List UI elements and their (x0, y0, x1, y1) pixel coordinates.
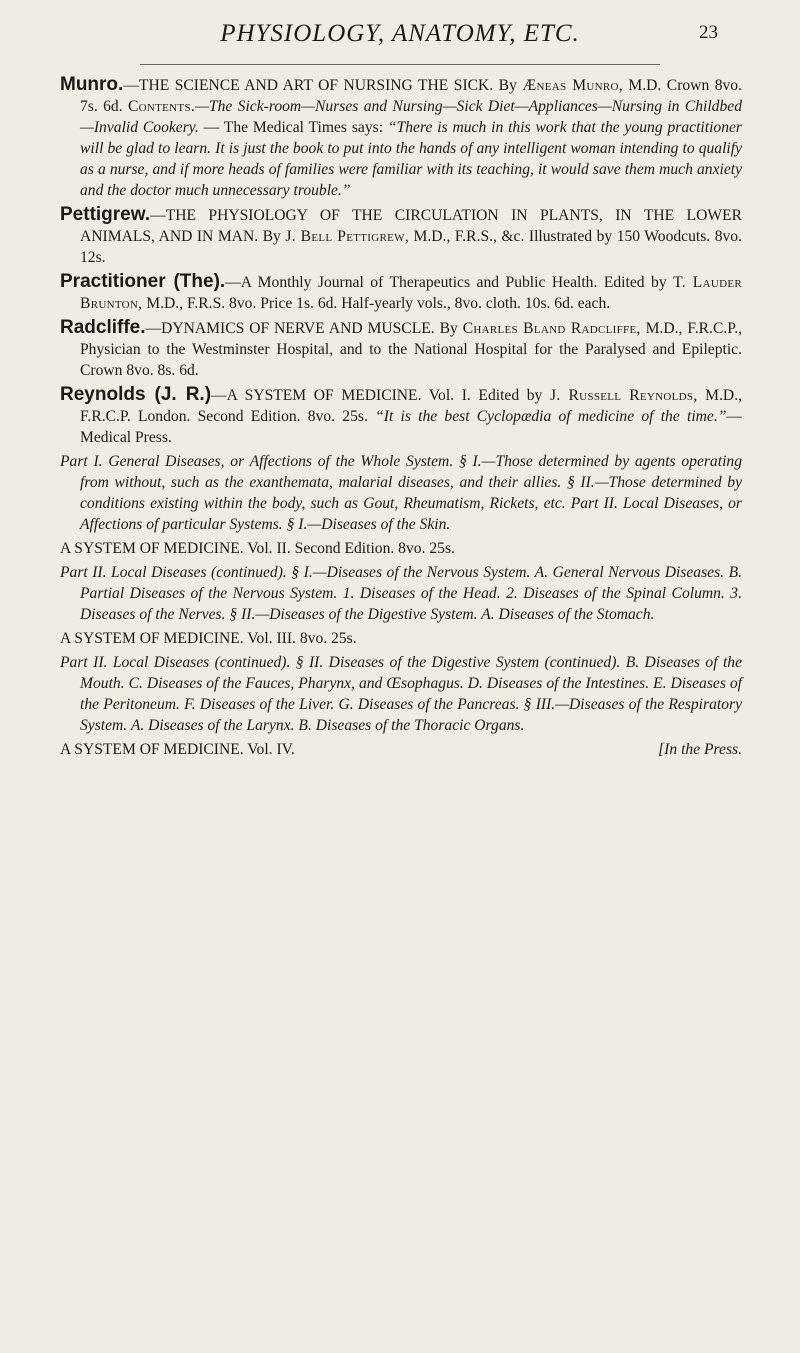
contents-munro: —The Sick-room—Nurses and Nursing—Sick Diet—Appliances—Nursing in Childbed—Invalid Cookery. (80, 98, 742, 136)
page-title: PHYSIOLOGY, ANATOMY, ETC. (220, 20, 580, 47)
headword-reynolds: Reynolds (J. R.) (60, 384, 212, 405)
author-practitioner: T. Lauder Brunton, (80, 274, 743, 312)
vol4-line (60, 739, 742, 760)
vol2-title: A SYSTEM OF MEDICINE. Vol. II. Second Edition. 8vo. 25s. (60, 540, 455, 557)
entry-reynolds: Reynolds (J. R.)—A SYSTEM OF MEDICINE. Vol. I. Edited by J. Russell Reynolds, M.D., F.R.C.P. London. Second Edition. 8vo. 25s. “It is the best Cyclopædia of medicine of the time.”—Medical Press. (60, 384, 743, 446)
headword-practitioner: Practitioner (The). (60, 271, 226, 292)
author-pettigrew: J. Bell Pettigrew, (285, 228, 410, 245)
entry-radcliffe: Radcliffe.—DYNAMICS OF NERVE AND MUSCLE. By Charles Bland Radcliffe, M.D., F.R.C.P., Physician to the Westminster Hospital, and to the National Hospital for the Paralysed and Epileptic. Crown 8vo. 8s. 6d. (60, 317, 742, 379)
vol1-parts: Part I. General Diseases, or Affections of the Whole System. § I.—Those determined by agents operating from without, such as the exanthemata, malarial diseases, and their allies. § II.—Those determined by conditions existing within the body, such as Gout, Rheumatism, Rickets, etc. Part II. Local Diseases, or Affections of particular Systems. § I.—Diseases of the Skin. (60, 453, 742, 533)
vol4-title: A SYSTEM OF MEDICINE. Vol. IV. (60, 741, 295, 758)
entry-pettigrew: Pettigrew.—THE PHYSIOLOGY OF THE CIRCULATION IN PLANTS, IN THE LOWER ANIMALS, AND IN MAN. By J. Bell Pettigrew, M.D., F.R.S., &c. Illustrated by 150 Woodcuts. 8vo. 12s. (60, 204, 742, 266)
page-number: 23 (699, 22, 718, 43)
title-radcliffe: —DYNAMICS OF NERVE AND MUSCLE. (145, 320, 435, 337)
headword-pettigrew: Pettigrew. (60, 204, 151, 225)
vol3-title: A SYSTEM OF MEDICINE. Vol. III. 8vo. 25s. (60, 630, 357, 647)
title-pettigrew: —THE PHYSIOLOGY OF THE CIRCULATION IN PLANTS, IN THE LOWER ANIMALS, AND IN MAN. (80, 207, 742, 245)
review-munro: “There is much in this work that the young practitioner will be glad to learn. It is just the book to put into the hands of any intelligent woman intending to qualify as a nurse, and if more heads of families were familiar with its teaching, it would save them much anxiety and the doctor much unnecessary trouble.” (80, 119, 743, 199)
author-radcliffe: Charles Bland Radcliffe, (462, 320, 641, 337)
quote-reynolds: “It is the best Cyclopædia of medicine of the time.” (367, 408, 727, 425)
quote-source: —Medical Press. (80, 408, 743, 446)
title-munro: —THE SCIENCE AND ART OF NURSING THE SICK. (123, 77, 494, 94)
contents-label: Contents. (127, 98, 196, 115)
running-header (0, 20, 800, 60)
header-rule (140, 64, 660, 65)
author-reynolds: J. Russell Reynolds, (549, 387, 698, 404)
vol3-parts: Part II. Local Diseases (continued). § II. Diseases of the Digestive System (continued). B. Diseases of the Mouth. C. Diseases of the Fauces, Pharynx, and Œsophagus. D. Diseases of the Intestines. E. Diseases of the Peritoneum. F. Diseases of the Liver. G. Diseases of the Pancreas. § III.—Diseases of the Respiratory System. A. Diseases of the Larynx. B. Diseases of the Thoracic Organs. (60, 654, 742, 734)
headword-munro: Munro. (60, 74, 124, 95)
headword-radcliffe: Radcliffe. (60, 317, 146, 338)
entry-practitioner: Practitioner (The).—A Monthly Journal of Therapeutics and Public Health. Edited by T. Lauder Brunton, M.D., F.R.S. 8vo. Price 1s. 6d. Half-yearly vols., 8vo. cloth. 10s. 6d. each. (60, 271, 743, 312)
author-munro: Æneas Munro, (522, 77, 623, 94)
catalogue-entries (60, 74, 742, 763)
title-reynolds: —A SYSTEM OF MEDICINE. Vol. I. (211, 387, 471, 404)
vol4-status: [In the Press. (658, 741, 742, 758)
vol2-parts: Part II. Local Diseases (continued). § I.—Diseases of the Nervous System. A. General Nervous Diseases. B. Partial Diseases of the Nervous System. 1. Diseases of the Head. 2. Diseases of the Spinal Column. 3. Diseases of the Nerves. § II.—Diseases of the Digestive System. A. Diseases of the Stomach. (60, 564, 742, 623)
entry-munro: Munro.—THE SCIENCE AND ART OF NURSING THE SICK. By Æneas Munro, M.D. Crown 8vo. 7s. 6d. Contents.—The Sick-room—Nurses and Nursing—Sick Diet—Appliances—Nursing in Childbed—Invalid Cookery. — The Medical Times says: “There is much in this work that the young practitioner will be glad to learn. It is just the book to put into the hands of any intelligent woman intending to qualify as a nurse, and if more heads of families were familiar with its teaching, it would save them much anxiety and the doctor much unnecessary trouble.” (60, 74, 743, 199)
